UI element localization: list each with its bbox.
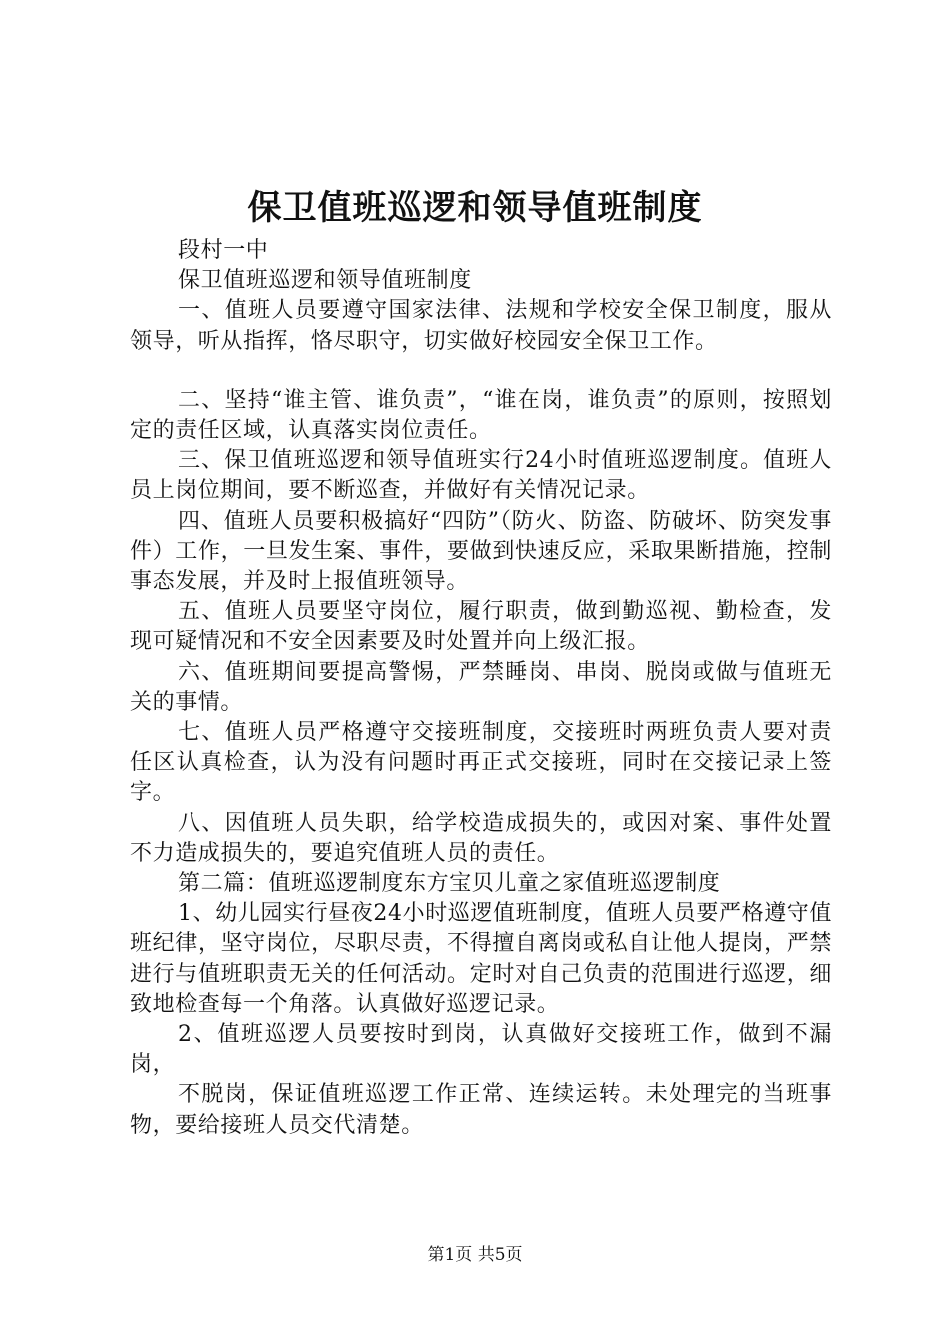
document-body — [130, 236, 832, 1141]
paragraph-rule-2: 二、坚持“谁主管、谁负责”，“谁在岗，谁负责”的原则，按照划定的责任区域，认真落实岗位责任。 — [130, 387, 832, 444]
paragraph-rule-5: 五、值班人员要坚守岗位，履行职责，做到勤巡视、勤检查，发现可疑情况和不安全因素要及时处置并向上级汇报。 — [130, 599, 832, 655]
paragraph-rule-6: 六、值班期间要提高警惕，严禁睡岗、串岗、脱岗或做与值班无关的事情。 — [130, 659, 832, 715]
paragraph-subtitle: 保卫值班巡逻和领导值班制度 — [178, 268, 472, 294]
page-number-footer: 第1页 共5页 — [427, 1245, 523, 1265]
paragraph-rule-3: 三、保卫值班巡逻和领导值班实行24小时值班巡逻制度。值班人员上岗位期间，要不断巡查，并做好有关情况记录。 — [130, 448, 832, 504]
document-title: 保卫值班巡逻和领导值班制度 — [247, 188, 703, 228]
paragraph-part-two-rule-2: 2、值班巡逻人员要按时到岗，认真做好交接班工作，做到不漏岗， — [130, 1022, 832, 1078]
paragraph-school-name: 段村一中 — [178, 238, 269, 263]
paragraph-part-two-rule-2-cont: 不脱岗，保证值班巡逻工作正常、连续运转。未处理完的当班事物，要给接班人员交代清楚。 — [130, 1082, 832, 1138]
paragraph-rule-4: 四、值班人员要积极搞好“四防”（防火、防盗、防破坏、防突发事件）工作，一旦发生案、事件，要做到快速反应，采取果断措施，控制事态发展，并及时上报值班领导。 — [130, 508, 832, 595]
paragraph-rule-8: 八、因值班人员失职，给学校造成损失的，或因对案、事件处置不力造成损失的，要追究值班人员的责任。 — [130, 810, 832, 866]
paragraph-spacer — [130, 357, 832, 386]
paragraph-part-two-rule-1: 1、幼儿园实行昼夜24小时巡逻值班制度，值班人员要严格遵守值班纪律，坚守岗位，尽职尽责，不得擅自离岗或私自让他人提岗，严禁进行与值班职责无关的任何活动。定时对自己负责的范围进行巡逻，细致地检查每一个角落。认真做好巡逻记录。 — [130, 901, 832, 1017]
paragraph-rule-7: 七、值班人员严格遵守交接班制度，交接班时两班负责人要对责任区认真检查，认为没有问题时再正式交接班，同时在交接记录上签字。 — [130, 720, 832, 806]
paragraph-part-two-heading: 第二篇：值班巡逻制度东方宝贝儿童之家值班巡逻制度 — [178, 871, 721, 897]
paragraph-rule-1: 一、值班人员要遵守国家法律、法规和学校安全保卫制度，服从领导，听从指挥，恪尽职守，切实做好校园安全保卫工作。 — [130, 298, 832, 354]
